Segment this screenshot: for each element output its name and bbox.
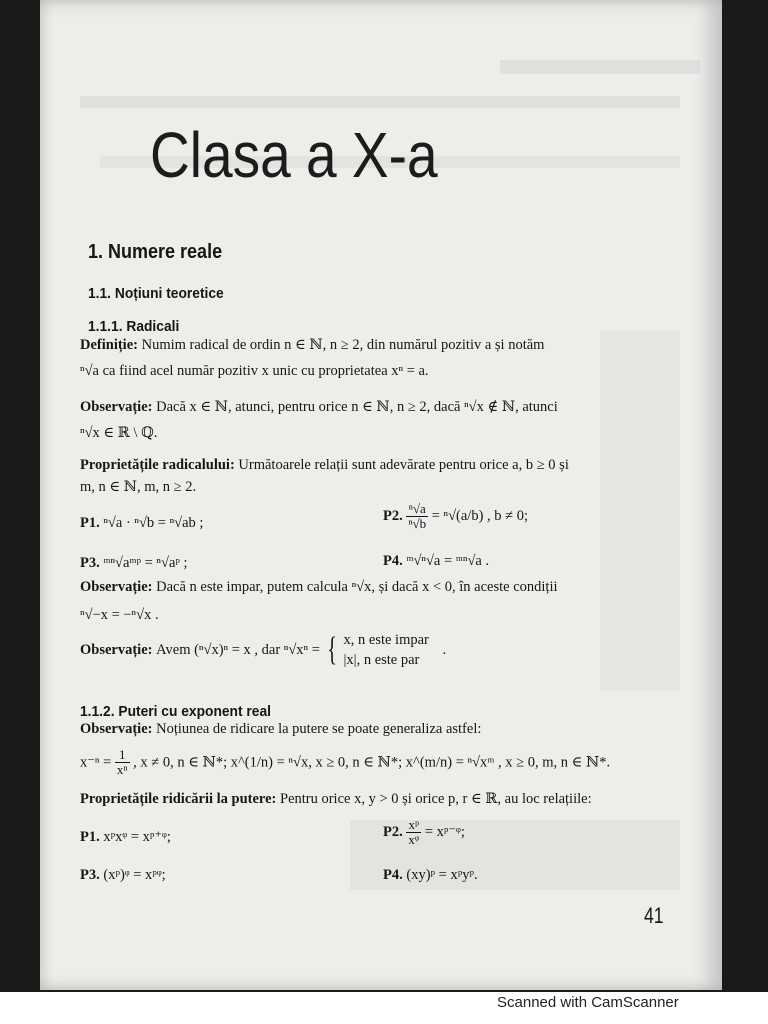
- definition-line-2: ⁿ√a ca fiind acel număr pozitiv x unic cu proprietatea xⁿ = a.: [80, 363, 429, 379]
- page-title: Clasa a X-a: [150, 119, 438, 191]
- powers-formula-line: [80, 748, 610, 784]
- powers-observation-text: Noțiunea de ridicare la putere se poate generaliza astfel:: [156, 721, 482, 737]
- fraction-numerator: xᵖ: [406, 818, 421, 833]
- bleed-through-shadow: [600, 330, 680, 690]
- observation-2-line-1: Dacă n este impar, putem calcula ⁿ√x, și dacă x < 0, în aceste condiții: [156, 579, 558, 595]
- property-formula: xᵖxᵠ = xᵖ⁺ᵠ;: [103, 829, 171, 845]
- observation-2-line-2: ⁿ√−x = −ⁿ√x .: [80, 607, 159, 623]
- powers-heading: 1.1.2. Puteri cu exponent real: [80, 703, 271, 720]
- bleed-through-shadow: [500, 60, 700, 74]
- properties-line-2: m, n ∈ ℕ, m, n ≥ 2.: [80, 479, 197, 495]
- property-label: P4.: [383, 553, 403, 569]
- property-formula: (xy)ᵖ = xᵖyᵖ.: [406, 867, 478, 883]
- piecewise-cases: [344, 630, 429, 670]
- property-formula: ᵐ√ⁿ√a = ᵐⁿ√a .: [406, 553, 490, 569]
- power-property-p3: [80, 866, 166, 884]
- observation-label: Observație:: [80, 642, 153, 658]
- definition-line-1: Numim radical de ordin n ∈ ℕ, n ≥ 2, din numărul pozitiv a și notăm: [141, 337, 545, 353]
- observation-3-end: .: [442, 642, 447, 658]
- radical-property-p4: [383, 552, 489, 570]
- subsection-heading: 1.1. Noțiuni teoretice: [88, 285, 224, 302]
- page-number: 41: [644, 903, 664, 928]
- property-formula: ⁿ√a · ⁿ√b = ⁿ√ab ;: [103, 515, 204, 531]
- scanner-watermark: Scanned with CamScanner: [497, 994, 679, 1011]
- observation-label: Observație:: [80, 579, 153, 595]
- observation-label: Observație:: [80, 721, 153, 737]
- radical-properties: [80, 456, 569, 474]
- power-properties: [80, 790, 592, 808]
- powers-observation: [80, 720, 481, 738]
- observation-3-text: Avem (ⁿ√x)ⁿ = x , dar ⁿ√xⁿ =: [156, 642, 320, 658]
- property-formula: ᵐⁿ√aᵐᵖ = ⁿ√aᵖ ;: [103, 555, 188, 571]
- radicals-heading: 1.1.1. Radicali: [88, 318, 180, 335]
- properties-label: Proprietățile radicalului:: [80, 457, 235, 473]
- observation-1-line-2: ⁿ√x ∈ ℝ \ ℚ.: [80, 425, 158, 441]
- property-formula: = xᵖ⁻ᵠ;: [424, 823, 465, 840]
- formula-negative-exponent-rest: , x ≠ 0, n ∈ ℕ*;: [133, 754, 228, 771]
- definition-paragraph: [80, 336, 544, 354]
- property-label: P3.: [80, 555, 100, 571]
- property-label: P4.: [383, 867, 403, 883]
- property-formula: (xᵖ)ᵠ = xᵖᵠ;: [103, 867, 166, 883]
- radical-property-p2: [383, 502, 528, 531]
- power-properties-text: Pentru orice x, y > 0 și orice p, r ∈ ℝ, au loc relațiile:: [280, 791, 592, 807]
- case-odd: x, n este impar: [343, 632, 429, 648]
- formula-negative-exponent: x⁻ⁿ =: [80, 754, 112, 771]
- observation-2: [80, 578, 558, 596]
- property-label: P2.: [383, 507, 403, 524]
- left-brace: {: [326, 631, 337, 668]
- properties-line-1: Următoarele relații sunt adevărate pentru orice a, b ≥ 0 și: [238, 457, 569, 473]
- properties-label: Proprietățile ridicării la putere:: [80, 791, 277, 807]
- observation-label: Observație:: [80, 399, 153, 415]
- property-label: P2.: [383, 823, 403, 840]
- power-property-p4: [383, 866, 478, 884]
- fraction-denominator: xⁿ: [116, 762, 128, 777]
- fraction: [406, 818, 421, 847]
- property-label: P1.: [80, 829, 100, 845]
- power-property-p2: [383, 818, 465, 847]
- bleed-through-shadow: [80, 96, 680, 108]
- fraction-numerator: ⁿ√a: [406, 502, 428, 517]
- property-label: P1.: [80, 515, 100, 531]
- observation-3: [80, 630, 446, 676]
- observation-1-line-1: Dacă x ∈ ℕ, atunci, pentru orice n ∈ ℕ, n ≥ 2, dacă ⁿ√x ∉ ℕ, atunci: [156, 399, 558, 415]
- property-formula: = ⁿ√(a/b) , b ≠ 0;: [431, 507, 529, 524]
- radical-property-p3: [80, 554, 188, 572]
- radical-property-p1: [80, 514, 203, 532]
- power-property-p1: [80, 828, 171, 846]
- fraction: [406, 502, 428, 531]
- observation-1: [80, 398, 558, 416]
- formula-unit-fraction-exponent: x^(1/n) = ⁿ√x, x ≥ 0, n ∈ ℕ*;: [230, 754, 403, 771]
- fraction: [115, 748, 130, 777]
- section-heading: 1. Numere reale: [88, 241, 223, 263]
- fraction-denominator: xᵠ: [408, 832, 420, 847]
- case-even: |x|, n este par: [343, 652, 420, 668]
- property-label: P3.: [80, 867, 100, 883]
- formula-rational-exponent: x^(m/n) = ⁿ√xᵐ , x ≥ 0, m, n ∈ ℕ*.: [405, 754, 611, 771]
- fraction-denominator: ⁿ√b: [408, 516, 427, 531]
- fraction-numerator: 1: [115, 748, 130, 763]
- definition-label: Definiție:: [80, 337, 138, 353]
